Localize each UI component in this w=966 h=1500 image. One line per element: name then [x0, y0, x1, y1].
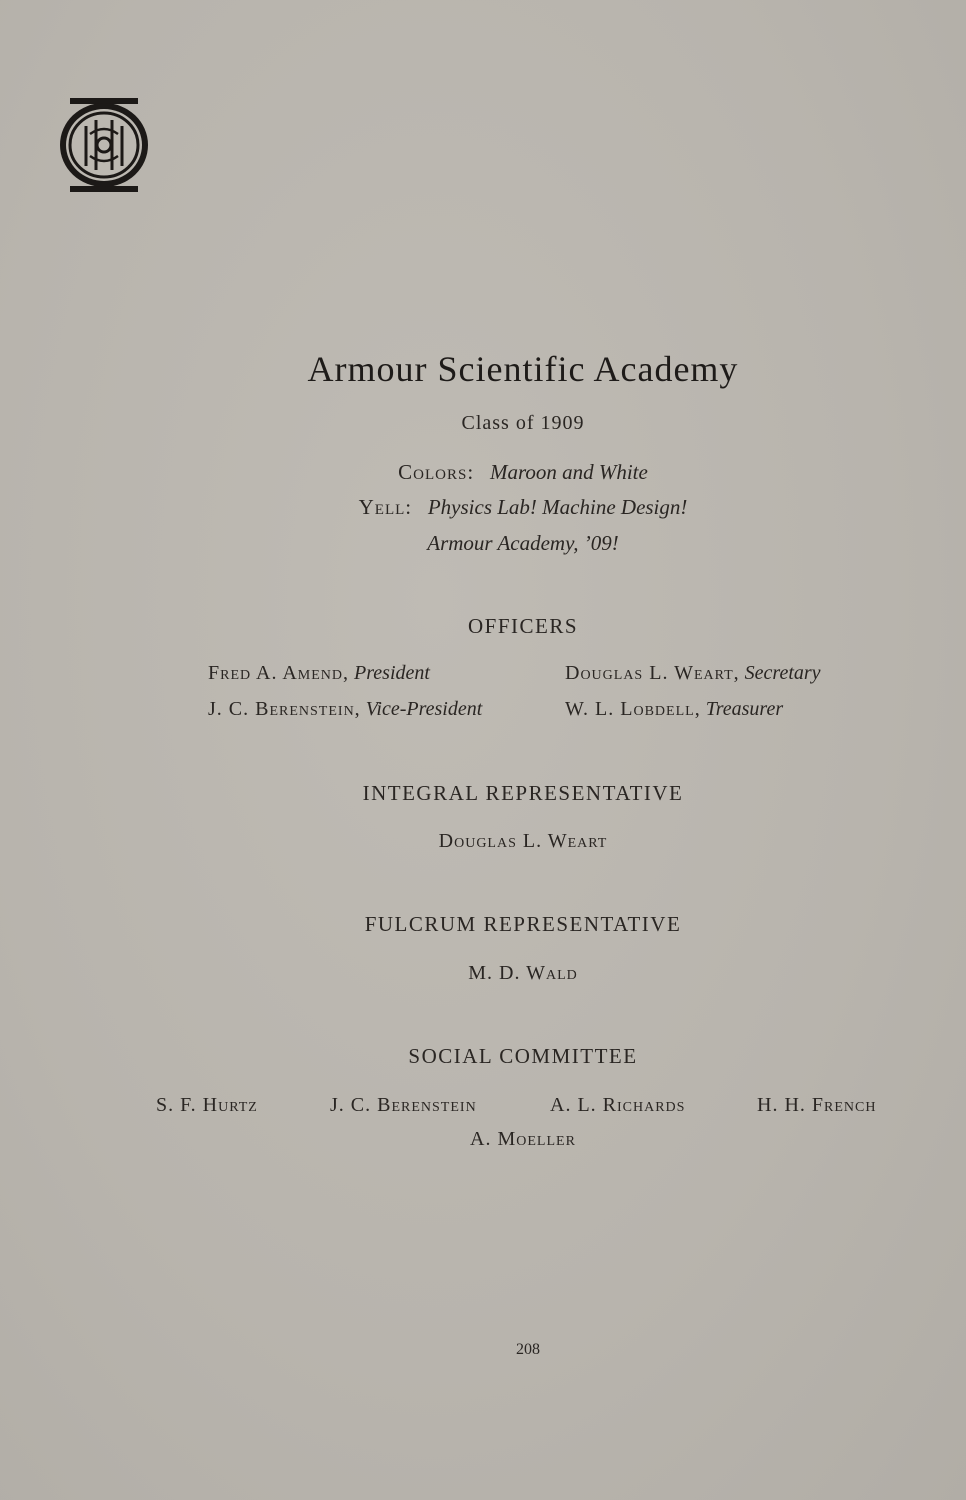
- colors-label: Colors:: [398, 460, 475, 484]
- officer-role: Vice-President: [365, 698, 483, 720]
- officer-role: Treasurer: [705, 698, 784, 720]
- yell-label: Yell:: [358, 495, 413, 519]
- officers-heading: OFFICERS: [467, 614, 579, 638]
- class-year: Class of 1909: [461, 412, 585, 434]
- class-emblem-logo: [56, 96, 152, 194]
- page-title: Armour Scientific Academy: [307, 349, 739, 389]
- officer-role: President: [354, 662, 430, 684]
- officer-name: J. C. Berenstein,: [208, 698, 361, 720]
- officer-president: [208, 662, 430, 685]
- social-member: S. F. Hurtz: [156, 1094, 258, 1116]
- officer-name: Fred A. Amend,: [208, 662, 350, 684]
- officer-vice-president: [208, 698, 482, 721]
- social-member: A. L. Richards: [550, 1094, 686, 1116]
- officer-treasurer: [565, 698, 783, 721]
- social-member: A. Moeller: [470, 1128, 576, 1150]
- officer-secretary: [565, 662, 821, 685]
- colors-line: [0, 460, 966, 485]
- fulcrum-representative: M. D. Wald: [468, 962, 578, 984]
- page-number: 208: [516, 1341, 540, 1358]
- social-committee-heading: SOCIAL COMMITTEE: [408, 1044, 638, 1068]
- social-member: J. C. Berenstein: [330, 1094, 477, 1116]
- yell-line: [0, 495, 966, 520]
- integral-representative: Douglas L. Weart: [438, 830, 608, 852]
- integral-heading: INTEGRAL REPRESENTATIVE: [362, 781, 684, 805]
- officer-name: Douglas L. Weart,: [565, 662, 740, 684]
- colors-value: Maroon and White: [489, 460, 648, 484]
- officer-role: Secretary: [744, 662, 821, 684]
- officer-name: W. L. Lobdell,: [565, 698, 701, 720]
- yell-line-1: Physics Lab! Machine Design!: [427, 495, 688, 519]
- social-member: H. H. French: [757, 1094, 877, 1116]
- yell-line-2: Armour Academy, ’09!: [427, 531, 619, 555]
- fulcrum-heading: FULCRUM REPRESENTATIVE: [364, 912, 682, 936]
